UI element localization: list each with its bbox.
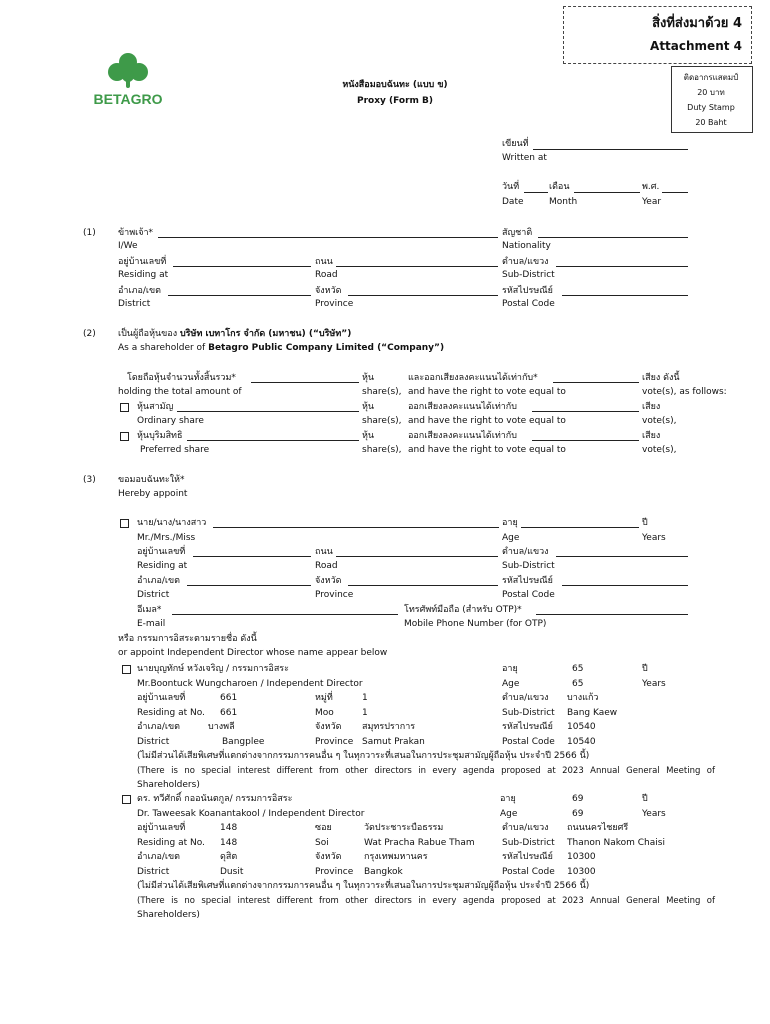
attachment-title-en: Attachment 4 xyxy=(650,39,742,53)
mobile-label-en: Mobile Phone Number (for OTP) xyxy=(404,619,547,629)
appoint-label-th: ขอมอบฉันทะให้* xyxy=(118,475,185,485)
director-1-name-th: นายบุญทักษ์ หวังเจริญ / กรรมการอิสระ xyxy=(137,664,289,674)
total-votes-field[interactable] xyxy=(553,382,639,383)
district-field[interactable] xyxy=(168,295,311,296)
director-1-name-en: Mr.Boontuck Wungcharoen / Independent Director xyxy=(137,679,363,689)
director-2-sub-label-en: Sub-District xyxy=(502,838,555,848)
director-1-res-label-en: Residing at No. xyxy=(137,708,205,718)
director-1-province-th: สมุทรปราการ xyxy=(362,722,416,732)
proxy-province-label-en: Province xyxy=(315,590,354,600)
date-label-en: Date xyxy=(502,197,524,207)
shares-unit-th: หุ้น xyxy=(362,431,375,441)
leaf-logo-icon xyxy=(86,50,170,110)
proxy-road-field[interactable] xyxy=(336,556,498,557)
preferred-votes-field[interactable] xyxy=(532,440,639,441)
director-1-moo: 1 xyxy=(362,693,368,703)
appoint-label-en: Hereby appoint xyxy=(118,489,188,499)
director-2-house-no: 148 xyxy=(220,838,238,848)
vote-label-en: and have the right to vote equal to xyxy=(408,387,566,397)
director-1-checkbox[interactable] xyxy=(122,665,131,674)
director-1-house-no: 661 xyxy=(220,693,238,703)
date-field[interactable] xyxy=(524,192,548,193)
preferred-shares-field[interactable] xyxy=(187,440,359,441)
proxy-years-label-th: ปี xyxy=(642,518,648,528)
director-2-age: 69 xyxy=(572,809,584,819)
ordinary-votes-field[interactable] xyxy=(532,411,639,412)
proxy-residing-field[interactable] xyxy=(193,556,311,557)
road-field[interactable] xyxy=(336,266,498,267)
proxy-age-field[interactable] xyxy=(521,527,639,528)
month-label-en: Month xyxy=(549,197,578,207)
proxy-age-label-th: อายุ xyxy=(502,518,518,528)
proxy-road-label-th: ถนน xyxy=(315,547,333,557)
proxy-province-label-th: จังหวัด xyxy=(315,576,342,586)
director-2-age: 69 xyxy=(572,794,584,804)
director-1-interest-en2: Shareholders) xyxy=(137,780,200,790)
district-label-th: อำเภอ/เขต xyxy=(118,286,161,296)
proxy-district-label-en: District xyxy=(137,590,170,600)
attachment-box xyxy=(563,6,752,64)
ordinary-share-label-en: Ordinary share xyxy=(137,416,204,426)
proxy-district-label-th: อำเภอ/เขต xyxy=(137,576,180,586)
director-2-dist-label-en: District xyxy=(137,867,170,877)
proxy-subdistrict-label-th: ตำบล/แขวง xyxy=(502,547,549,557)
director-1-interest-en: (There is no special interest different from other directors in every agenda proposed at 2023 Annual General Meeting of xyxy=(137,766,715,776)
director-1-sub-label-en: Sub-District xyxy=(502,708,555,718)
director-2-postal: 10300 xyxy=(567,867,596,877)
subdistrict-field[interactable] xyxy=(556,266,688,267)
director-2-soi-label-en: Soi xyxy=(315,838,329,848)
director-1-moo: 1 xyxy=(362,708,368,718)
director-2-interest-en: (There is no special interest different from other directors in every agenda proposed at 2023 Annual General Meeting of xyxy=(137,896,715,906)
postal-field[interactable] xyxy=(562,295,688,296)
director-2-subdistrict-en: Thanon Nakom Chaisi xyxy=(567,838,665,848)
director-2-district-en: Dusit xyxy=(220,867,244,877)
director-2-name-th: ดร. ทวีศักดิ์ กออนันตกูล/ กรรมการอิสระ xyxy=(137,794,293,804)
director-1-district-en: Bangplee xyxy=(222,737,265,747)
written-at-label-th: เขียนที่ xyxy=(502,139,529,149)
proxy-name-label-th: นาย/นาง/นางสาว xyxy=(137,518,207,528)
month-field[interactable] xyxy=(574,192,640,193)
year-label-en: Year xyxy=(642,197,662,207)
or-independent-th: หรือ กรรมการอิสระตามรายชื่อ ดังนี้ xyxy=(118,634,257,644)
residing-label-th: อยู่บ้านเลขที่ xyxy=(118,257,167,267)
vote-total-label-th: และออกเสียงลงคะแนนได้เท่ากับ* xyxy=(408,373,538,383)
preferred-share-label-en: Preferred share xyxy=(140,445,210,455)
ordinary-share-checkbox[interactable] xyxy=(120,403,129,412)
section-2-number: (2) xyxy=(83,329,96,339)
we-label-en: I/We xyxy=(118,241,138,251)
proxy-postal-field[interactable] xyxy=(562,585,688,586)
form-title-th: หนังสือมอบฉันทะ (แบบ ข) xyxy=(342,80,448,90)
vote-label-en: and have the right to vote equal to xyxy=(408,445,566,455)
proxy-name-label-en: Mr./Mrs./Miss xyxy=(137,533,196,543)
section-1-number: (1) xyxy=(83,228,96,238)
director-1-res-label-th: อยู่บ้านเลขที่ xyxy=(137,693,186,703)
or-independent-en: or appoint Independent Director whose name appear below xyxy=(118,648,388,658)
proxy-subdistrict-field[interactable] xyxy=(556,556,688,557)
nationality-field[interactable] xyxy=(538,237,688,238)
company-name-th: บริษัท เบทาโกร จำกัด (มหาชน) (“บริษัท”) xyxy=(179,329,352,339)
year-field[interactable] xyxy=(662,192,688,193)
written-at-field[interactable] xyxy=(533,149,688,150)
director-2-prov-label-en: Province xyxy=(315,867,354,877)
shares-unit-en: share(s), xyxy=(362,416,402,426)
votes-unit-en: vote(s), xyxy=(642,416,677,426)
director-1-moo-label-th: หมู่ที่ xyxy=(315,693,333,703)
shares-unit-en: share(s), xyxy=(362,387,402,397)
director-2-years-en: Years xyxy=(642,809,666,819)
director-2-sub-label-th: ตำบล/แขวง xyxy=(502,823,549,833)
votes-unit-th: เสียง ดังนี้ xyxy=(642,373,680,383)
director-2-age-label-en: Age xyxy=(500,809,518,819)
proxy-postal-label-en: Postal Code xyxy=(502,590,555,600)
director-1-province-en: Samut Prakan xyxy=(362,737,425,747)
email-label-en: E-mail xyxy=(137,619,166,629)
votes-unit-en: vote(s), xyxy=(642,445,677,455)
district-label-en: District xyxy=(118,299,151,309)
shares-unit-th: หุ้น xyxy=(362,402,375,412)
subdistrict-label-th: ตำบล/แขวง xyxy=(502,257,549,267)
shares-unit-th: หุ้น xyxy=(362,373,375,383)
form-title-en: Proxy (Form B) xyxy=(356,96,434,106)
director-2-province-en: Bangkok xyxy=(364,867,403,877)
proxy-residing-label-en: Residing at xyxy=(137,561,188,571)
director-1-post-label-en: Postal Code xyxy=(502,737,555,747)
director-2-post-label-en: Postal Code xyxy=(502,867,555,877)
director-2-checkbox[interactable] xyxy=(122,795,131,804)
vote-label-en: and have the right to vote equal to xyxy=(408,416,566,426)
director-2-interest-th: (ไม่มีส่วนได้เสียพิเศษที่แตกต่างจากกรรมการคนอื่น ๆ ในทุกวาระที่เสนอในการประชุมสามัญผู้ถือหุ้น ประจำปี 2566 นี้) xyxy=(137,881,590,891)
director-1-subdistrict-en: Bang Kaew xyxy=(567,708,618,718)
road-label-th: ถนน xyxy=(315,257,333,267)
province-label-en: Province xyxy=(315,299,354,309)
shareholder-name-field[interactable] xyxy=(158,237,498,238)
residing-label-en: Residing at xyxy=(118,270,169,280)
svg-text:BETAGRO: BETAGRO xyxy=(93,91,163,107)
stamp-line: 20 Baht xyxy=(695,118,727,127)
director-1-years-th: ปี xyxy=(642,664,648,674)
proxy-road-label-en: Road xyxy=(315,561,338,571)
votes-unit-th: เสียง xyxy=(642,402,661,412)
email-label-th: อีเมล* xyxy=(137,605,162,615)
proxy-province-field[interactable] xyxy=(348,585,498,586)
shares-unit-en: share(s), xyxy=(362,445,402,455)
stamp-line: ติดอากรแสตมป์ xyxy=(683,73,739,82)
year-label-th: พ.ศ. xyxy=(642,182,660,192)
section-3-number: (3) xyxy=(83,475,96,485)
director-2-name-en: Dr. Taweesak Koanantakool / Independent Director xyxy=(137,809,365,819)
director-2-soi-en: Wat Pracha Rabue Tham xyxy=(364,838,475,848)
shareholder-of-en: As a shareholder of Betagro Public Company Limited (“Company”) xyxy=(118,343,445,353)
vote-label-th: ออกเสียงลงคะแนนได้เท่ากับ xyxy=(408,402,517,412)
postal-label-en: Postal Code xyxy=(502,299,555,309)
residing-field[interactable] xyxy=(173,266,311,267)
proxy-person-checkbox[interactable] xyxy=(120,519,129,528)
director-1-subdistrict-th: บางแก้ว xyxy=(567,693,599,703)
director-1-prov-label-en: Province xyxy=(315,737,354,747)
proxy-subdistrict-label-en: Sub-District xyxy=(502,561,555,571)
total-shares-label-en: holding the total amount of xyxy=(118,387,242,397)
director-1-age: 65 xyxy=(572,664,584,674)
votes-unit-th: เสียง xyxy=(642,431,661,441)
proxy-residing-label-th: อยู่บ้านเลขที่ xyxy=(137,547,186,557)
mobile-field[interactable] xyxy=(536,614,688,615)
we-label-th: ข้าพเจ้า* xyxy=(118,228,154,238)
proxy-district-field[interactable] xyxy=(187,585,311,586)
proxy-years-label-en: Years xyxy=(642,533,666,543)
mobile-label-th: โทรศัพท์มือถือ (สำหรับ OTP)* xyxy=(404,605,522,615)
nationality-label-en: Nationality xyxy=(502,241,551,251)
director-1-age-label-en: Age xyxy=(502,679,520,689)
director-1-years-en: Years xyxy=(642,679,666,689)
director-1-dist-label-th: อำเภอ/เขต xyxy=(137,722,180,732)
director-1-prov-label-th: จังหวัด xyxy=(315,722,342,732)
proxy-age-label-en: Age xyxy=(502,533,520,543)
director-2-interest-en2: Shareholders) xyxy=(137,910,200,920)
director-2-house-no: 148 xyxy=(220,823,238,833)
director-1-dist-label-en: District xyxy=(137,737,170,747)
director-1-interest-th: (ไม่มีส่วนได้เสียพิเศษที่แตกต่างจากกรรมการคนอื่น ๆ ในทุกวาระที่เสนอในการประชุมสามัญผู้ถือหุ้น ประจำปี 2566 นี้) xyxy=(137,751,590,761)
proxy-name-field[interactable] xyxy=(213,527,499,528)
month-label-th: เดือน xyxy=(549,182,570,192)
director-1-postal: 10540 xyxy=(567,722,596,732)
subdistrict-label-en: Sub-District xyxy=(502,270,555,280)
director-2-res-label-th: อยู่บ้านเลขที่ xyxy=(137,823,186,833)
ordinary-shares-field[interactable] xyxy=(177,411,359,412)
attachment-title-th: สิ่งที่ส่งมาด้วย 4 xyxy=(652,16,742,31)
province-field[interactable] xyxy=(348,295,498,296)
director-2-dist-label-th: อำเภอ/เขต xyxy=(137,852,180,862)
votes-unit-en: vote(s), as follows: xyxy=(642,387,727,397)
director-2-soi-th: วัดประชาระบือธรรม xyxy=(364,823,444,833)
director-2-age-label-th: อายุ xyxy=(500,794,516,804)
shareholder-of-th: เป็นผู้ถือหุ้นของ บริษัท เบทาโกร จำกัด (มหาชน) (“บริษัท”) xyxy=(118,329,352,339)
email-field[interactable] xyxy=(172,614,398,615)
written-at-label-en: Written at xyxy=(502,153,547,163)
road-label-en: Road xyxy=(315,270,338,280)
director-2-province-th: กรุงเทพมหานคร xyxy=(364,852,428,862)
total-shares-label-th: โดยถือหุ้นจำนวนทั้งสิ้นรวม* xyxy=(127,373,236,383)
director-2-prov-label-th: จังหวัด xyxy=(315,852,342,862)
director-2-soi-label-th: ซอย xyxy=(315,823,332,833)
director-2-years-th: ปี xyxy=(642,794,648,804)
betagro-logo xyxy=(86,50,170,110)
province-label-th: จังหวัด xyxy=(315,286,342,296)
total-shares-field[interactable] xyxy=(251,382,359,383)
ordinary-share-label-th: หุ้นสามัญ xyxy=(137,402,174,412)
director-1-age: 65 xyxy=(572,679,584,689)
vote-label-th: ออกเสียงลงคะแนนได้เท่ากับ xyxy=(408,431,517,441)
director-1-moo-label-en: Moo xyxy=(315,708,334,718)
director-1-district-th: บางพลี xyxy=(208,722,235,732)
preferred-share-label-th: หุ้นบุริมสิทธิ xyxy=(137,431,183,441)
postal-label-th: รหัสไปรษณีย์ xyxy=(502,286,553,296)
director-1-post-label-th: รหัสไปรษณีย์ xyxy=(502,722,553,732)
director-2-res-label-en: Residing at No. xyxy=(137,838,205,848)
stamp-line: Duty Stamp xyxy=(687,103,735,112)
director-2-postal: 10300 xyxy=(567,852,596,862)
director-1-sub-label-th: ตำบล/แขวง xyxy=(502,693,549,703)
director-1-postal: 10540 xyxy=(567,737,596,747)
proxy-postal-label-th: รหัสไปรษณีย์ xyxy=(502,576,553,586)
date-label-th: วันที่ xyxy=(502,182,520,192)
preferred-share-checkbox[interactable] xyxy=(120,432,129,441)
director-1-age-label-th: อายุ xyxy=(502,664,518,674)
stamp-line: 20 บาท xyxy=(697,88,725,97)
director-2-district-th: ดุสิต xyxy=(220,852,238,862)
director-1-house-no: 661 xyxy=(220,708,238,718)
nationality-label-th: สัญชาติ xyxy=(502,228,533,238)
director-2-subdistrict-th: ถนนนครไชยศรี xyxy=(567,823,629,833)
company-name-en: Betagro Public Company Limited (“Company”) xyxy=(208,343,445,353)
director-2-post-label-th: รหัสไปรษณีย์ xyxy=(502,852,553,862)
